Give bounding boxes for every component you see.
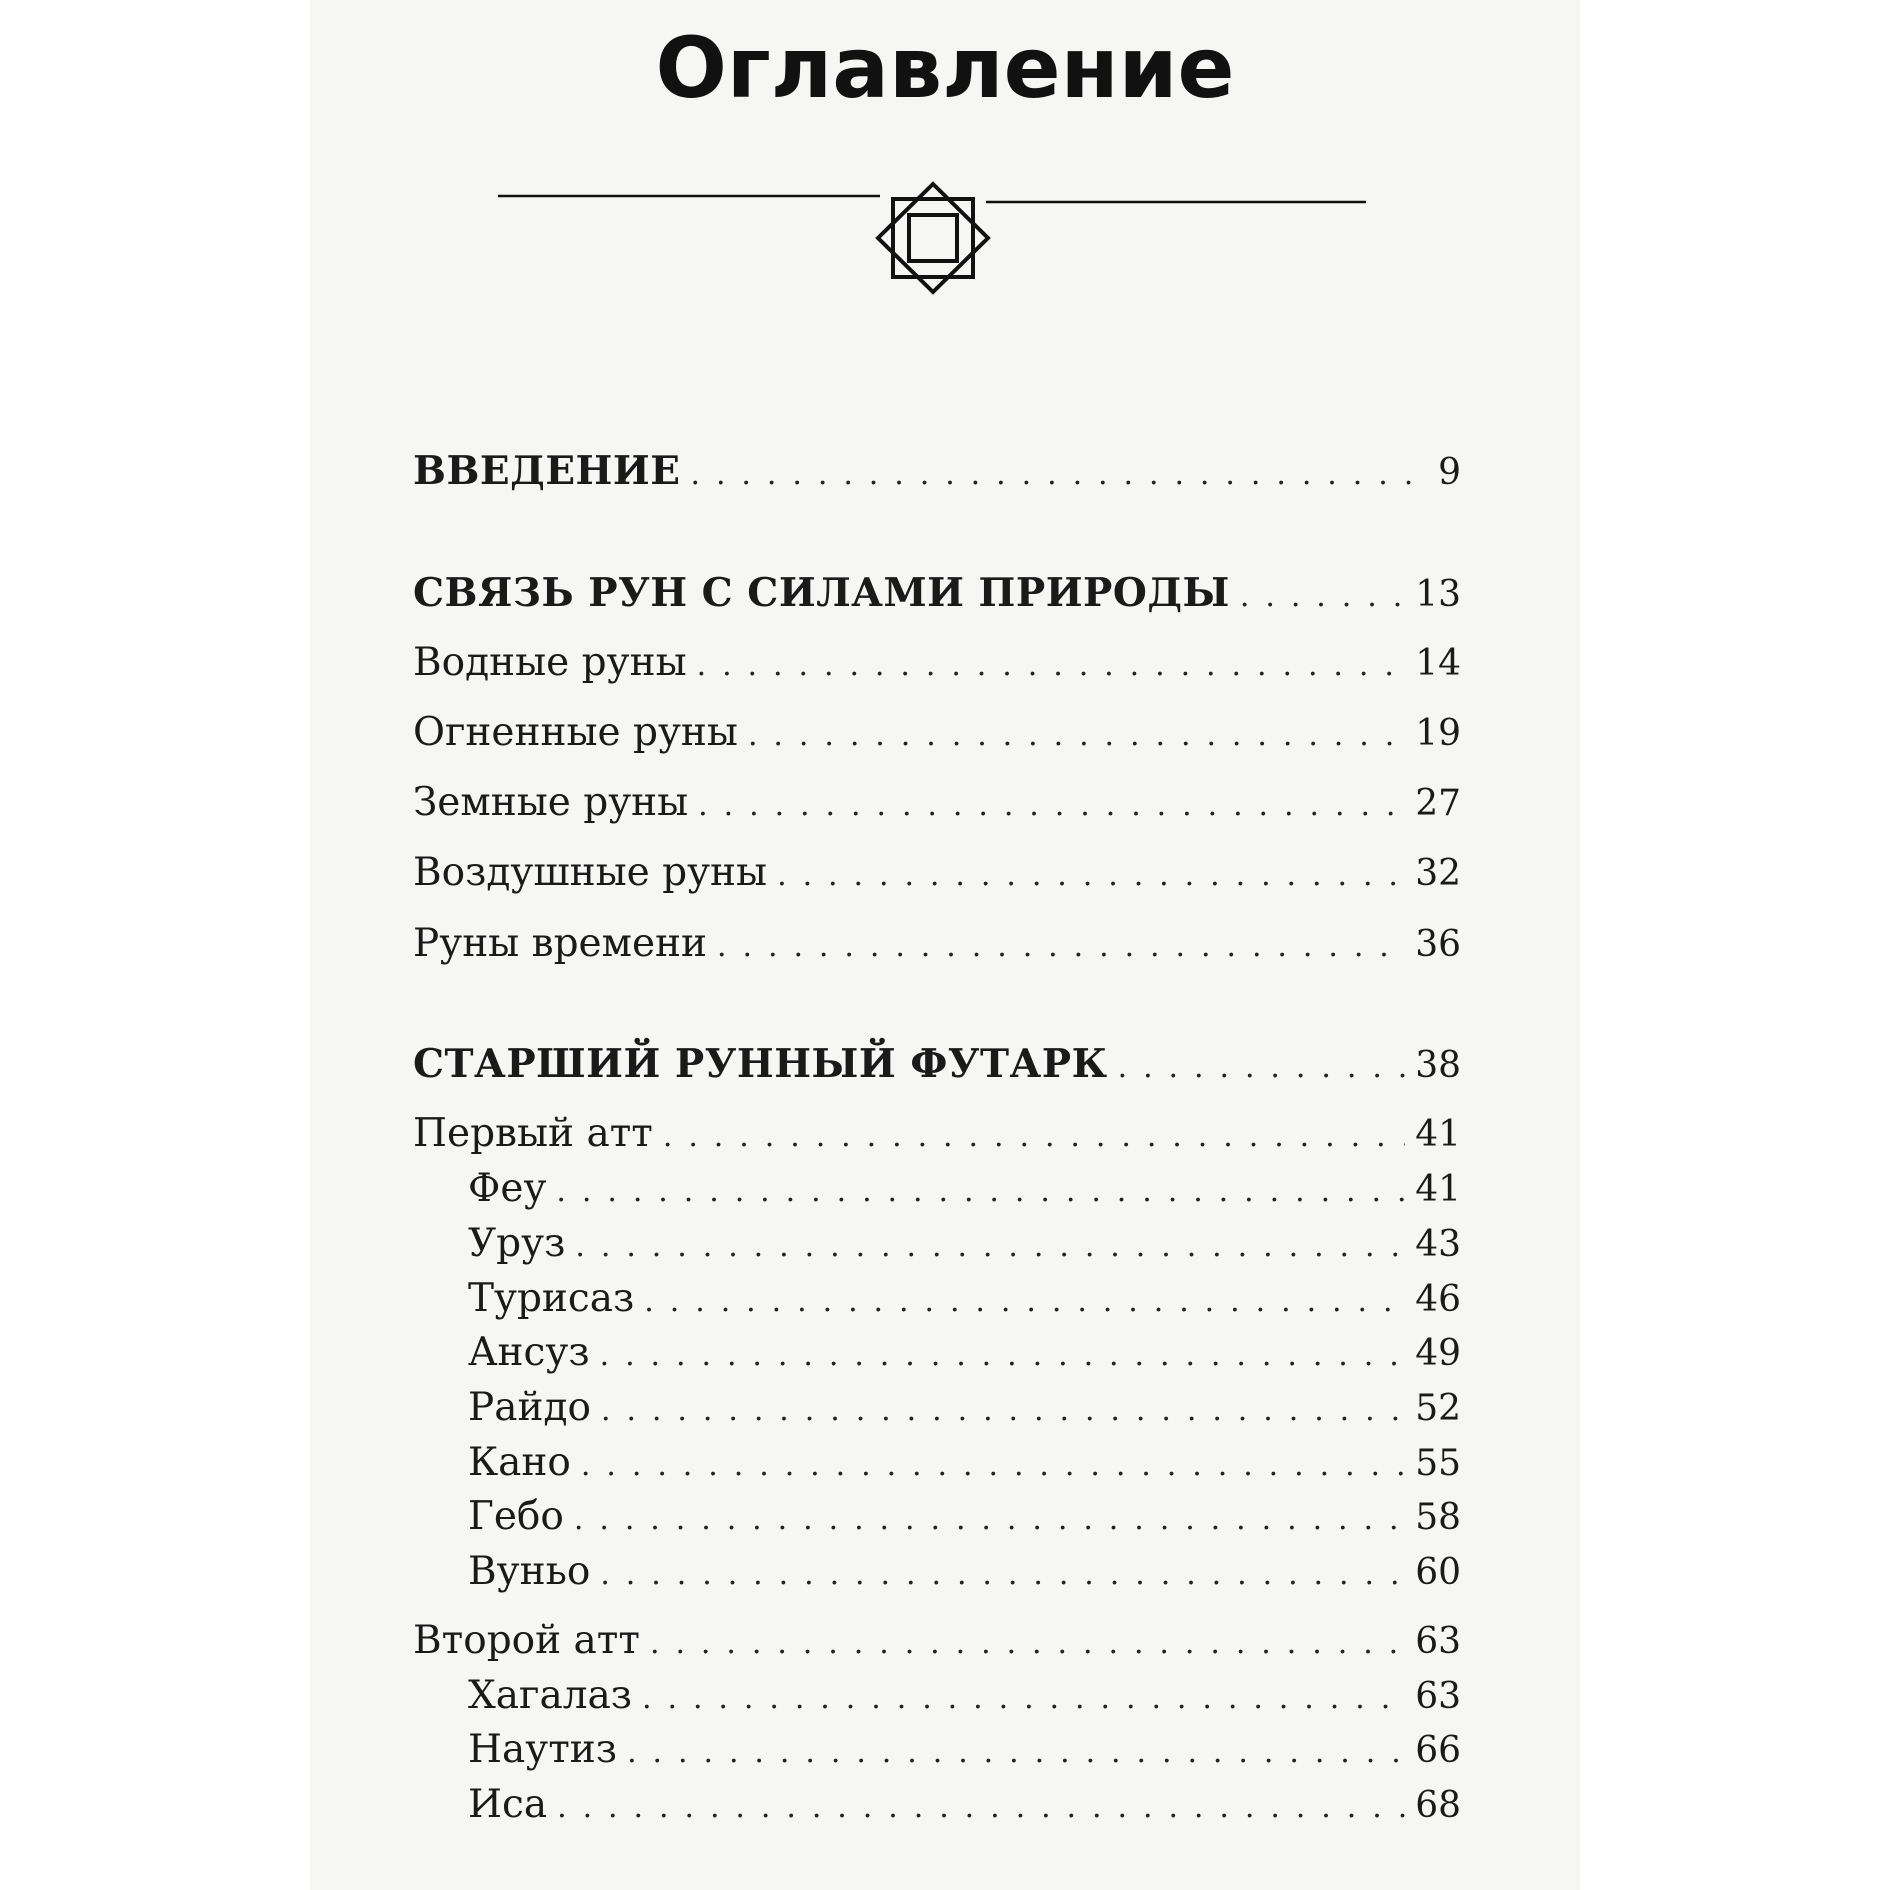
toc-entry: [413, 850, 1461, 895]
toc-entry-title: Наутиз: [468, 1727, 618, 1772]
toc-entry-title: Турисаз: [468, 1276, 635, 1321]
toc-entry: [468, 1330, 1461, 1375]
dot-leader: [642, 1681, 1405, 1716]
toc-entry-page-number: 63: [1415, 1621, 1461, 1662]
toc-entry-page-number: 41: [1415, 1169, 1461, 1210]
toc-entry-page-number: 63: [1415, 1676, 1461, 1717]
toc-entry: [468, 1385, 1461, 1430]
toc-entry-title: СТАРШИЙ РУННЫЙ ФУТАРК: [413, 1041, 1108, 1087]
toc-entry: [468, 1673, 1461, 1718]
toc-entry-title: Воздушные руны: [413, 850, 768, 895]
toc-entry-title: Уруз: [468, 1221, 566, 1266]
toc-entry: [413, 448, 1461, 494]
toc-entry-title: Земные руны: [413, 780, 689, 825]
toc-entry-title: СВЯЗЬ РУН С СИЛАМИ ПРИРОДЫ: [413, 570, 1230, 616]
toc-entry-title: Второй атт: [413, 1618, 640, 1663]
toc-entry-page-number: 46: [1415, 1279, 1461, 1320]
toc-entry: [413, 570, 1461, 616]
toc-entry: [468, 1221, 1461, 1266]
toc-entry: [468, 1727, 1461, 1772]
toc-entry-page-number: 19: [1415, 713, 1461, 754]
dot-leader: [690, 457, 1428, 492]
dot-leader: [600, 1557, 1405, 1592]
dot-leader: [581, 1448, 1405, 1483]
toc-entry-title: Иса: [468, 1782, 548, 1827]
dot-leader: [556, 1174, 1405, 1209]
dot-leader: [574, 1502, 1405, 1537]
toc-entry-page-number: 13: [1415, 574, 1461, 615]
toc-entry-page-number: 27: [1415, 783, 1461, 824]
toc-entry: [468, 1166, 1461, 1211]
dot-leader: [1118, 1050, 1406, 1085]
toc-entry: [468, 1494, 1461, 1539]
toc-entry: [413, 640, 1461, 685]
toc-entry-page-number: 36: [1415, 924, 1461, 965]
dot-leader: [1240, 579, 1405, 614]
dot-leader: [748, 718, 1405, 753]
toc-entry-page-number: 9: [1438, 452, 1461, 493]
toc-entry-page-number: 58: [1415, 1497, 1461, 1538]
toc-entry-page-number: 49: [1415, 1333, 1461, 1374]
dot-leader: [575, 1229, 1405, 1264]
toc-entry-page-number: 66: [1415, 1730, 1461, 1771]
toc-entry-title: ВВЕДЕНИЕ: [413, 448, 681, 494]
toc-entry: [468, 1276, 1461, 1321]
toc-entry-page-number: 60: [1415, 1552, 1461, 1593]
dot-leader: [717, 929, 1405, 964]
toc-entry-title: Кано: [468, 1440, 571, 1485]
toc-entry: [468, 1440, 1461, 1485]
toc-entry-title: Огненные руны: [413, 710, 738, 755]
star-square-icon: [878, 184, 988, 292]
toc-entry-title: Гебо: [468, 1494, 564, 1539]
toc-entry-title: Хагалаз: [468, 1673, 632, 1718]
toc-entry: [413, 780, 1461, 825]
toc-entry: [413, 1111, 1461, 1156]
toc-entry-page-number: 43: [1415, 1224, 1461, 1265]
toc-entry-title: Водные руны: [413, 640, 687, 685]
ornament-divider: [310, 170, 1580, 300]
toc-entry: [413, 710, 1461, 755]
dot-leader: [697, 648, 1406, 683]
toc-entry-page-number: 41: [1415, 1114, 1461, 1155]
toc-entry: [468, 1782, 1461, 1827]
dot-leader: [698, 788, 1405, 823]
dot-leader: [600, 1338, 1406, 1373]
dot-leader: [777, 858, 1405, 893]
dot-leader: [644, 1284, 1405, 1319]
dot-leader: [650, 1626, 1405, 1661]
toc-entry: [468, 1549, 1461, 1594]
toc-entry-title: Первый атт: [413, 1111, 653, 1156]
toc-entry: [413, 1041, 1461, 1087]
toc-entry-title: Феу: [468, 1166, 547, 1211]
toc-entry-title: Руны времени: [413, 921, 708, 966]
dot-leader: [627, 1735, 1405, 1770]
toc-entry-title: Вуньо: [468, 1549, 591, 1594]
dot-leader: [663, 1119, 1405, 1154]
toc-entry-title: Ансуз: [468, 1330, 590, 1375]
dot-leader: [601, 1393, 1405, 1428]
toc-entry-title: Райдо: [468, 1385, 591, 1430]
toc-entry-page-number: 38: [1415, 1045, 1461, 1086]
toc-entry: [413, 921, 1461, 966]
toc-entry-page-number: 32: [1415, 853, 1461, 894]
toc-entry-page-number: 68: [1415, 1785, 1461, 1826]
toc-entry: [413, 1618, 1461, 1663]
dot-leader: [557, 1790, 1405, 1825]
toc-entry-page-number: 14: [1415, 643, 1461, 684]
toc-entry-page-number: 52: [1415, 1388, 1461, 1429]
book-page: [310, 0, 1580, 1890]
toc-entry-page-number: 55: [1415, 1443, 1461, 1484]
page-title: Оглавление: [655, 19, 1235, 117]
